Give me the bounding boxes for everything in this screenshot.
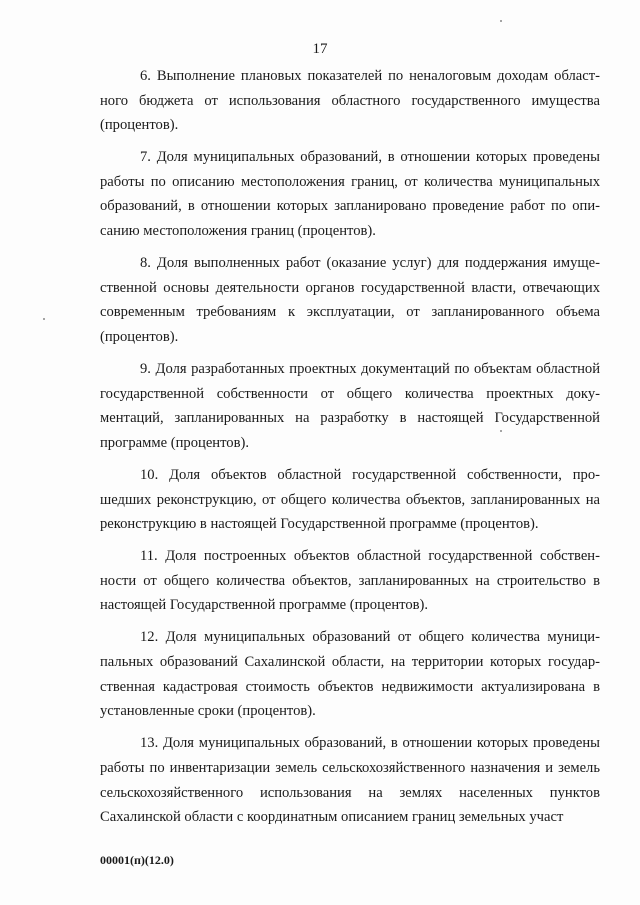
paragraph-6: 6. Выполнение плановых показателей по неналоговым доходам областного бюджета от использования областного государственного имущества (процентов). (100, 68, 600, 134)
scan-speck (500, 430, 502, 432)
page-number: 17 (312, 41, 328, 57)
document-code: 00001(п)(12.0) (100, 853, 174, 867)
paragraph-13: 13. Доля муниципальных образований, в отношении которых проведены работы по инвентаризации земель сельскохозяйственного назначения и земель сельскохозяйственного использования на землях населенных пунктов Сахалинской области с координатным описанием границ земельных участ (100, 735, 600, 826)
body-text (100, 64, 600, 837)
scan-speck (500, 20, 502, 22)
paragraph-10: 10. Доля объектов областной государственной собственности, прошедших реконструкцию, от общего количества объектов, запланированных на реконструкцию в настоящей Государственной программе (процентов). (100, 466, 600, 533)
scan-speck (43, 318, 45, 320)
paragraph-12: 12. Доля муниципальных образований от общего количества муниципальных образований Сахалинской области, на территории которых государственная кадастровая стоимость объектов недвижимости актуализирована в установленные сроки (процентов). (100, 629, 600, 720)
paragraph-11: 11. Доля построенных объектов областной государственной собственности от общего количества объектов, запланированных на строительство в настоящей Государственной программе (процентов). (100, 548, 600, 614)
paragraph-7: 7. Доля муниципальных образований, в отношении которых проведены работы по описанию местоположения границ, от количества муниципальных образований, в отношении которых запланировано проведение работ по описанию местоположения границ (процентов). (100, 149, 600, 240)
paragraph-9: 9. Доля разработанных проектных документаций по объектам областной государственной собственности от общего количества проектных документаций, запланированных на разработку в настоящей Государственной программе (процентов). (100, 361, 600, 451)
paragraph-8: 8. Доля выполненных работ (оказание услуг) для поддержания имущественной основы деятельности органов государственной власти, отвечающих современным требованиям к эксплуатации, от запланированного объема (процентов). (100, 255, 600, 345)
